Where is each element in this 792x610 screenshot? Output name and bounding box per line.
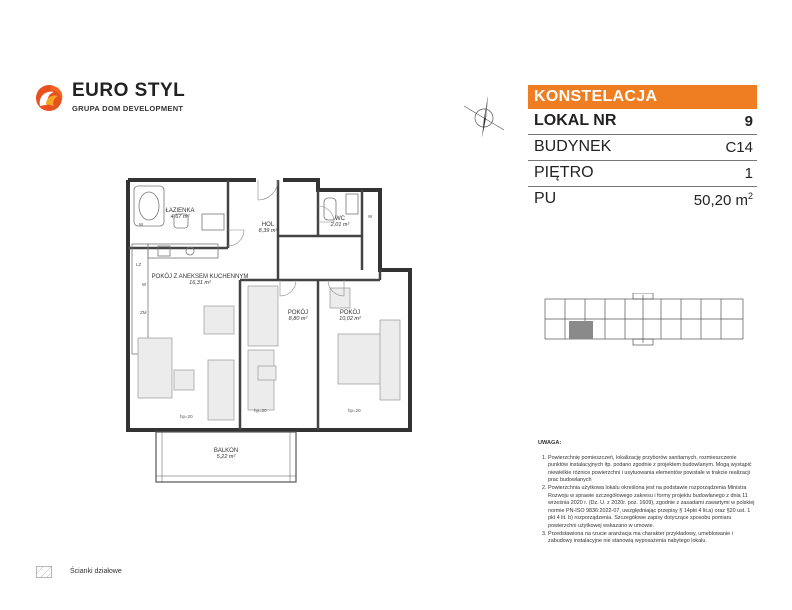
room-name-lazienka: ŁAZIENKA xyxy=(165,208,195,214)
plan-mark-w2: W xyxy=(142,282,147,287)
plan-mark-prog1: hp=20 xyxy=(180,414,193,419)
note-item: 1. Powierzchnię pomieszczeń, lokalizację przyborów sanitarnych, rozmieszczenie punktów instalacyjnych itp. podano zgodnie z projektem budowlanym. Mogą wystąpić niewielkie różnice powierzchni i usytuowania elementów powstałe w trakcie realizacji prac budowlanych xyxy=(548,455,756,485)
plan-mark-w3: W xyxy=(368,214,373,219)
note-item: 2. Powierzchnia użytkowa lokalu określona jest na podstawie rozporządzenia Ministra Rozwoju w sprawie szczegółowego zakresu i formy projektu budowlanego z dnia 11 września 2020 r. (Dz. U. z 2020r. poz. 1609), zgodnie z zasadami zawartymi w polskiej normie PN-ISO 9836:2022-07, uwzględniając przepisy § 14pkt 4 lit.a) oraz §20 ust. 1 pkt 4 lit. b) rozporządzenia. Szczegółowe zapisy dotyczące sposobu pomiaru powierzchni użytkowej wskazano w umowie. xyxy=(548,485,756,531)
logo-name: EURO STYL xyxy=(72,80,186,101)
logo-subtitle: GRUPA DOM DEVELOPMENT xyxy=(72,104,184,113)
room-area-wc: 2,01 m² xyxy=(330,222,350,228)
legend-label: Ścianki działowe xyxy=(70,568,122,575)
info-value: 1 xyxy=(744,165,753,182)
flame-logo-icon xyxy=(34,80,68,114)
floor-plan xyxy=(118,170,434,500)
plan-mark-lz: LZ xyxy=(136,262,142,267)
building-key-plan xyxy=(543,293,745,347)
info-row-lokal xyxy=(528,109,757,135)
room-area-kitchen: 16,31 m² xyxy=(189,280,211,286)
info-label: LOKAL NR xyxy=(534,112,617,129)
room-name-pokoj1: POKÓJ xyxy=(287,310,309,316)
plan-mark-zm: ZM xyxy=(140,310,147,315)
plan-mark-prog3: hp=20 xyxy=(348,408,361,413)
info-row-pu xyxy=(528,187,757,212)
room-area-lazienka: 4,67 m² xyxy=(170,214,190,220)
plan-mark-prog2: hp=20 xyxy=(254,408,267,413)
room-area-balkon: 5,22 m² xyxy=(216,454,236,460)
highlighted-unit xyxy=(569,321,593,339)
room-area-hol: 8,39 m² xyxy=(258,228,278,234)
investment-name: KONSTELACJA xyxy=(528,85,757,109)
plan-mark-w1: W xyxy=(139,222,144,227)
note-item: 3. Przedstawiona na rzucie aranżacja ma charakter przykładowy, umeblowanie i zabudowy instalacyjne nie stanowią wyposażenia nabytego lokalu. xyxy=(548,531,756,546)
room-name-kitchen: POKÓJ Z ANEKSEM KUCHENNYM xyxy=(151,274,249,280)
notes-section xyxy=(538,440,756,546)
info-value: C14 xyxy=(725,139,753,156)
notes-title: UWAGA: xyxy=(538,440,562,446)
room-name-balkon: BALKON xyxy=(213,448,239,454)
room-area-pokoj2: 10,02 m² xyxy=(339,316,361,322)
area-unit-superscript: 2 xyxy=(747,191,753,201)
info-label: PIĘTRO xyxy=(534,164,594,181)
info-row-pietro xyxy=(528,161,757,187)
area-value: 50,20 m xyxy=(693,192,748,209)
unit-info-table xyxy=(528,85,757,212)
room-name-pokoj2: POKÓJ xyxy=(339,310,361,316)
room-name-hol: HOL xyxy=(261,222,275,228)
hatch-swatch-icon xyxy=(36,566,52,578)
info-label: PU xyxy=(534,190,557,207)
room-area-pokoj1: 8,80 m² xyxy=(288,316,308,322)
room-name-wc: WC xyxy=(335,216,345,222)
info-label: BUDYNEK xyxy=(534,138,612,155)
info-value xyxy=(694,191,753,209)
info-row-budynek xyxy=(528,135,757,161)
north-arrow-icon xyxy=(462,92,508,144)
info-value: 9 xyxy=(744,113,753,130)
euro-styl-logo xyxy=(34,80,194,116)
